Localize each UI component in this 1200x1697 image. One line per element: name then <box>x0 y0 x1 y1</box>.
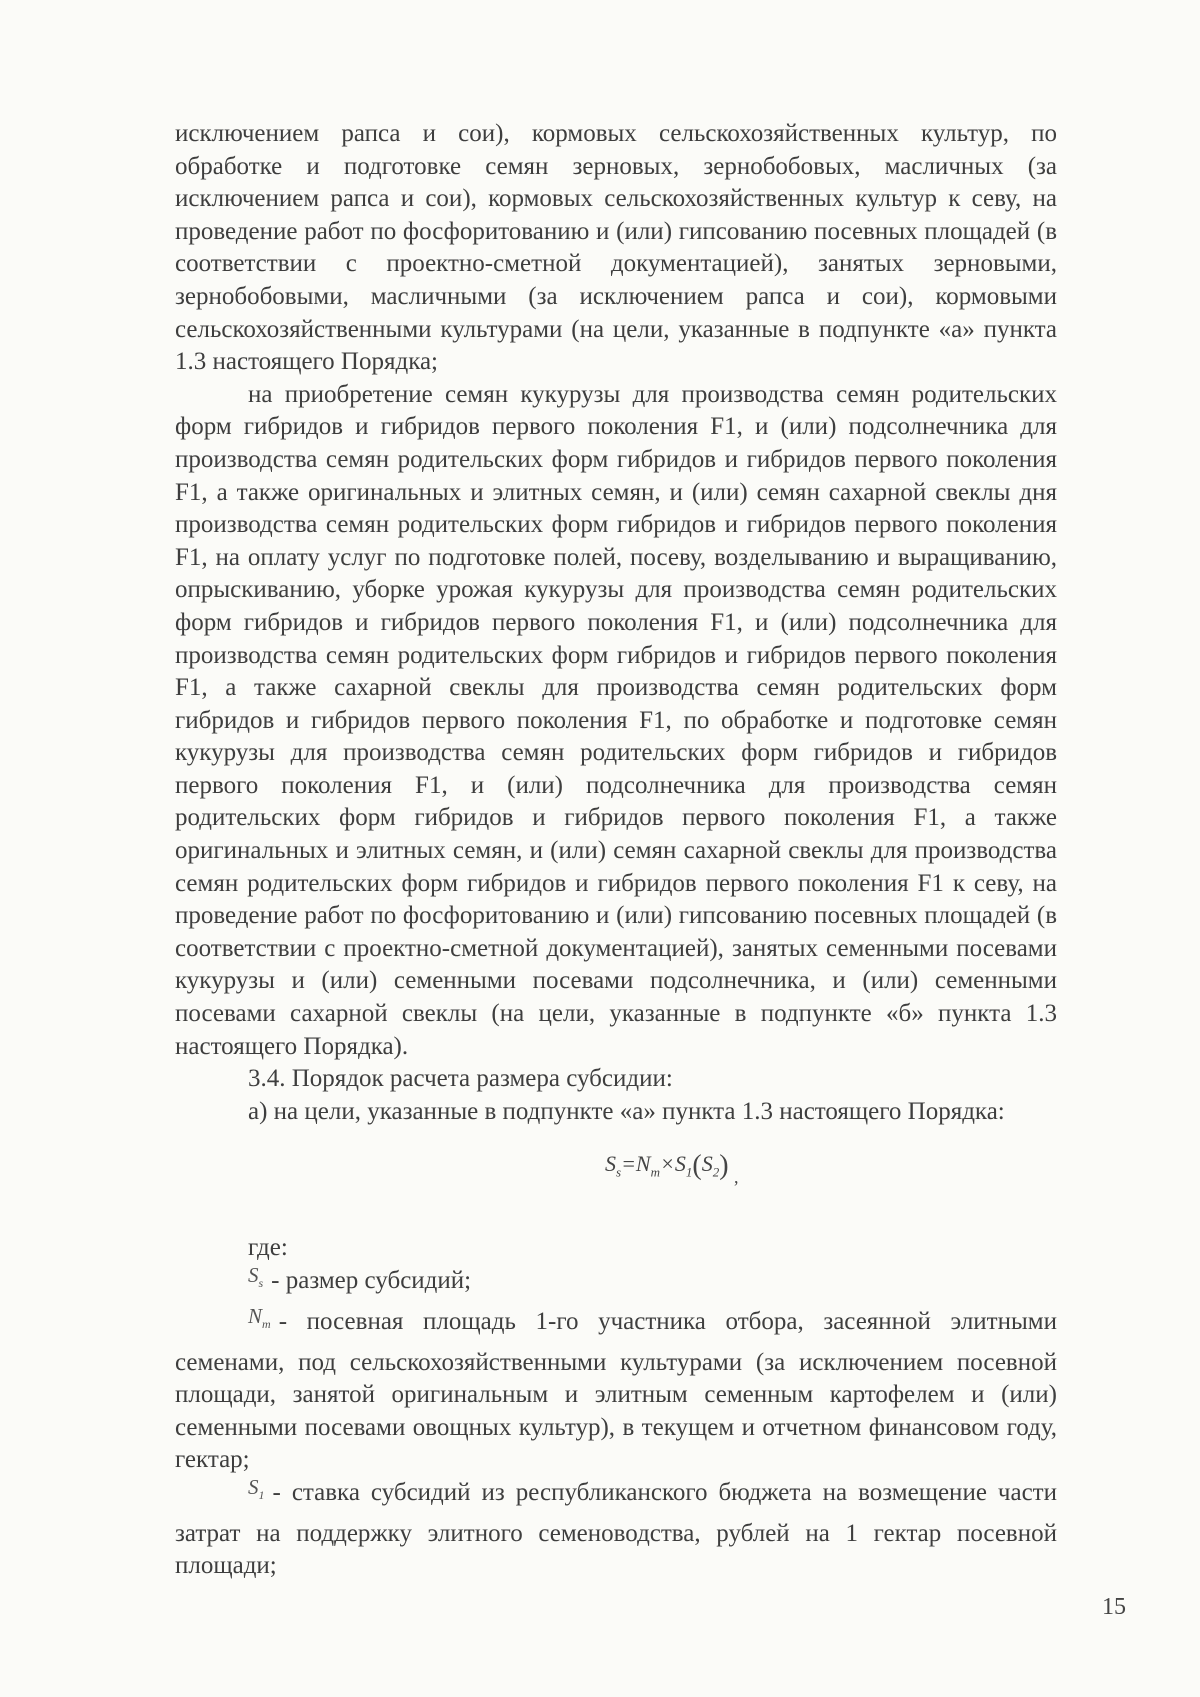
formula-block <box>175 1128 1057 1232</box>
definition-ss: $^{S_s}$ - размер субсидий; <box>248 1263 472 1294</box>
paragraph-continuation: исключением рапса и сои), кормовых сельскохозяйственных культур, по обработке и подготовке семян зерновых, зернобобовых, масличных (за исключением рапса и сои), кормовых сельскохозяйственных культур к севу, на проведение работ по фосфоритованию и (или) гипсованию посевных площадей (в соответствии с проектно-сметной документацией), занятых зерновыми, зернобобовыми, масличными (за исключением рапса и сои), кормовыми сельскохозяйственными культурами (на цели, указанные в подпункте «а» пункта 1.3 настоящего Порядка; <box>175 120 1057 376</box>
subsidy-formula: $S_s=N_m\times S_1(S_2)$ $_,$ <box>605 1150 739 1188</box>
symbol-nm: Nm <box>248 1303 271 1331</box>
symbol-ss: Ss <box>248 1263 264 1291</box>
subpoint-a: а) на цели, указанные в подпункте «а» пункта 1.3 настоящего Порядка: <box>248 1097 1005 1125</box>
definition-nm: $^{N_m}$ - посевная площадь 1-го участника отбора, засеянной элитными семенами, под сельскохозяйственными культурами (за исключением посевной площади, занятой оригинальным и элитным семенным картофелем и (или) семенными посевами овощных культур), в текущем и отчетном финансовом году, гектар; <box>175 1303 1057 1474</box>
where-label: где: <box>248 1234 288 1262</box>
page-number: 15 <box>1102 1594 1126 1620</box>
document-body <box>175 118 1057 1583</box>
section-heading-3-4: 3.4. Порядок расчета размера субсидии: <box>248 1065 673 1093</box>
paragraph-seeds-purchase: на приобретение семян кукурузы для производства семян родительских форм гибридов и гибридов первого поколения F1, и (или) подсолнечника для производства семян родительских форм гибридов и гибридов первого поколения F1, а также оригинальных и элитных семян, и (или) семян сахарной свеклы дня производства семян родительских форм гибридов и гибридов первого поколения F1, на оплату услуг по подготовке полей, посеву, возделыванию и выращиванию, опрыскиванию, уборке урожая кукурузы для производства семян родительских форм гибридов и гибридов первого поколения F1, и (или) подсолнечника для производства семян родительских форм гибридов и гибридов первого поколения F1, а также сахарной свеклы для производства семян родительских форм гибридов и гибридов первого поколения F1, по обработке и подготовке семян кукурузы для производства семян родительских форм гибридов и гибридов первого поколения F1, и (или) подсолнечника для производства семян родительских форм гибридов и гибридов первого поколения F1, а также оригинальных и элитных семян, и (или) семян сахарной свеклы для производства семян родительских форм гибридов и гибридов первого поколения F1 к севу, на проведение работ по фосфоритованию и (или) гипсованию посевных площадей (в соответствии с проектно-сметной документацией), занятых семенными посевами кукурузы и (или) семенными посевами подсолнечника, и (или) семенными посевами сахарной свеклы (на цели, указанные в подпункте «б» пункта 1.3 настоящего Порядка). <box>175 380 1057 1060</box>
definition-s1: $^{S_1}$ - ставка субсидий из республиканского бюджета на возмещение части затрат на поддержку элитного семеноводства, рублей на 1 гектар посевной площади; <box>175 1474 1057 1580</box>
symbol-s1: S1 <box>248 1474 265 1503</box>
